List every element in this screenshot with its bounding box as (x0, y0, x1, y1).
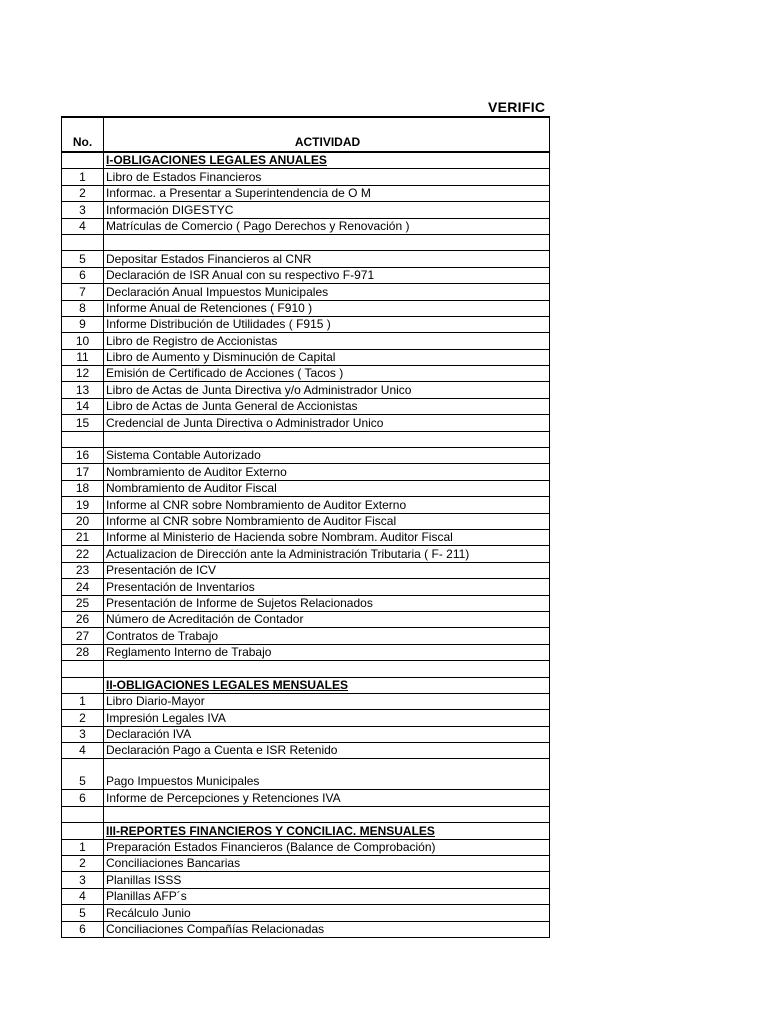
header-actividad: ACTIVIDAD (104, 117, 550, 152)
row-number: 10 (62, 333, 104, 349)
activity-text: Preparación Estados Financieros (Balance de Comprobación) (104, 839, 550, 855)
row-number: 5 (62, 905, 104, 921)
table-row (62, 218, 550, 234)
activity-text: Emisión de Certificado de Acciones ( Tacos ) (104, 366, 550, 382)
row-number: 22 (62, 546, 104, 562)
table-row (62, 921, 550, 937)
table-row (62, 562, 550, 578)
table-row (62, 366, 550, 382)
table-row (62, 726, 550, 742)
activity-text: Informe al CNR sobre Nombramiento de Auditor Externo (104, 497, 550, 513)
activity-text: Depositar Estados Financieros al CNR (104, 251, 550, 267)
activity-text: Recálculo Junio (104, 905, 550, 921)
table-row (62, 480, 550, 496)
activity-text: Pago Impuestos Municipales (104, 759, 550, 790)
activity-text (104, 234, 550, 250)
table-row (62, 169, 550, 185)
row-number: 14 (62, 398, 104, 414)
activity-table-body (62, 117, 550, 937)
table-row (62, 595, 550, 611)
activity-text: Informe al CNR sobre Nombramiento de Auditor Fiscal (104, 513, 550, 529)
table-row (62, 905, 550, 921)
activity-text: Planillas AFP´s (104, 888, 550, 904)
row-number: 24 (62, 579, 104, 595)
row-number: 2 (62, 710, 104, 726)
activity-text: Nombramiento de Auditor Fiscal (104, 480, 550, 496)
activity-text: Informac. a Presentar a Superintendencia de O M (104, 185, 550, 201)
blank-row (62, 234, 550, 250)
table-row (62, 529, 550, 545)
row-number: 19 (62, 497, 104, 513)
row-number: 18 (62, 480, 104, 496)
activity-text: Reglamento Interno de Trabajo (104, 644, 550, 660)
activity-text: Contratos de Trabajo (104, 628, 550, 644)
activity-text: Número de Acreditación de Contador (104, 611, 550, 627)
activity-table (61, 116, 550, 938)
section-header-row (62, 823, 550, 839)
row-number: 4 (62, 218, 104, 234)
blank-row (62, 431, 550, 447)
activity-text: Impresión Legales IVA (104, 710, 550, 726)
activity-text: Informe de Percepciones y Retenciones IVA (104, 790, 550, 806)
activity-text: Presentación de Inventarios (104, 579, 550, 595)
row-number (62, 677, 104, 693)
activity-text: Informe Anual de Retenciones ( F910 ) (104, 300, 550, 316)
table-row (62, 644, 550, 660)
activity-text: Presentación de Informe de Sujetos Relacionados (104, 595, 550, 611)
activity-text (104, 661, 550, 677)
row-number: 17 (62, 464, 104, 480)
row-number: 1 (62, 693, 104, 709)
table-row (62, 888, 550, 904)
row-number: 1 (62, 169, 104, 185)
row-number: 5 (62, 251, 104, 267)
activity-text: Libro de Aumento y Disminución de Capital (104, 349, 550, 365)
table-row (62, 693, 550, 709)
row-number (62, 152, 104, 169)
table-row (62, 513, 550, 529)
section-title: II-OBLIGACIONES LEGALES MENSUALES (104, 677, 550, 693)
table-row (62, 448, 550, 464)
row-number: 9 (62, 316, 104, 332)
activity-text: Información DIGESTYC (104, 202, 550, 218)
row-number: 4 (62, 743, 104, 759)
row-number: 6 (62, 921, 104, 937)
table-row (62, 710, 550, 726)
row-number: 8 (62, 300, 104, 316)
table-row (62, 267, 550, 283)
table-row (62, 202, 550, 218)
row-number: 11 (62, 349, 104, 365)
table-row (62, 856, 550, 872)
table-row (62, 284, 550, 300)
section-header-row (62, 677, 550, 693)
activity-text: Libro de Estados Financieros (104, 169, 550, 185)
row-number: 5 (62, 759, 104, 790)
activity-text: Actualizacion de Dirección ante la Administración Tributaria ( F- 211) (104, 546, 550, 562)
row-number: 12 (62, 366, 104, 382)
row-number: 7 (62, 284, 104, 300)
section-header-row (62, 152, 550, 169)
row-number (62, 661, 104, 677)
row-number: 16 (62, 448, 104, 464)
activity-text: Presentación de ICV (104, 562, 550, 578)
row-number: 23 (62, 562, 104, 578)
row-number: 13 (62, 382, 104, 398)
table-row (62, 300, 550, 316)
table-row (62, 611, 550, 627)
table-row (62, 743, 550, 759)
table-row (62, 579, 550, 595)
row-number: 27 (62, 628, 104, 644)
section-title: I-OBLIGACIONES LEGALES ANUALES (104, 152, 550, 169)
table-header-row (62, 117, 550, 152)
activity-text: Sistema Contable Autorizado (104, 448, 550, 464)
activity-text: Libro Diario-Mayor (104, 693, 550, 709)
row-number: 4 (62, 888, 104, 904)
blank-row (62, 806, 550, 822)
row-number: 2 (62, 856, 104, 872)
row-number (62, 234, 104, 250)
activity-text: Declaración de ISR Anual con su respectivo F-971 (104, 267, 550, 283)
activity-text: Conciliaciones Bancarias (104, 856, 550, 872)
row-number: 25 (62, 595, 104, 611)
activity-text: Informe al Ministerio de Hacienda sobre Nombram. Auditor Fiscal (104, 529, 550, 545)
row-number: 15 (62, 415, 104, 431)
table-row (62, 464, 550, 480)
activity-text: Libro de Actas de Junta General de Accionistas (104, 398, 550, 414)
row-number: 6 (62, 267, 104, 283)
activity-text: Declaración IVA (104, 726, 550, 742)
table-row (62, 415, 550, 431)
activity-text (104, 806, 550, 822)
table-row (62, 333, 550, 349)
table-row (62, 349, 550, 365)
table-row (62, 497, 550, 513)
header-no: No. (62, 117, 104, 152)
table-row (62, 316, 550, 332)
blank-row (62, 661, 550, 677)
activity-text: Matrículas de Comercio ( Pago Derechos y Renovación ) (104, 218, 550, 234)
row-number: 3 (62, 726, 104, 742)
row-number: 21 (62, 529, 104, 545)
activity-text (104, 431, 550, 447)
activity-text: Nombramiento de Auditor Externo (104, 464, 550, 480)
table-row (62, 759, 550, 790)
table-row (62, 872, 550, 888)
row-number: 1 (62, 839, 104, 855)
row-number: 6 (62, 790, 104, 806)
activity-text: Declaración Anual Impuestos Municipales (104, 284, 550, 300)
table-row (62, 546, 550, 562)
activity-text: Informe Distribución de Utilidades ( F915 ) (104, 316, 550, 332)
table-row (62, 790, 550, 806)
row-number: 2 (62, 185, 104, 201)
row-number: 28 (62, 644, 104, 660)
table-row (62, 382, 550, 398)
activity-text: Conciliaciones Compañías Relacionadas (104, 921, 550, 937)
row-number (62, 431, 104, 447)
row-number (62, 806, 104, 822)
table-row (62, 839, 550, 855)
table-row (62, 185, 550, 201)
table-row (62, 251, 550, 267)
row-number (62, 823, 104, 839)
table-row (62, 628, 550, 644)
page-title: VERIFIC (488, 99, 546, 115)
activity-text: Credencial de Junta Directiva o Administrador Unico (104, 415, 550, 431)
row-number: 26 (62, 611, 104, 627)
activity-text: Libro de Actas de Junta Directiva y/o Administrador Unico (104, 382, 550, 398)
section-title: III-REPORTES FINANCIEROS Y CONCILIAC. MENSUALES (104, 823, 550, 839)
activity-text: Declaración Pago a Cuenta e ISR Retenido (104, 743, 550, 759)
activity-text: Planillas ISSS (104, 872, 550, 888)
row-number: 3 (62, 202, 104, 218)
table-row (62, 398, 550, 414)
activity-text: Libro de Registro de Accionistas (104, 333, 550, 349)
row-number: 3 (62, 872, 104, 888)
row-number: 20 (62, 513, 104, 529)
